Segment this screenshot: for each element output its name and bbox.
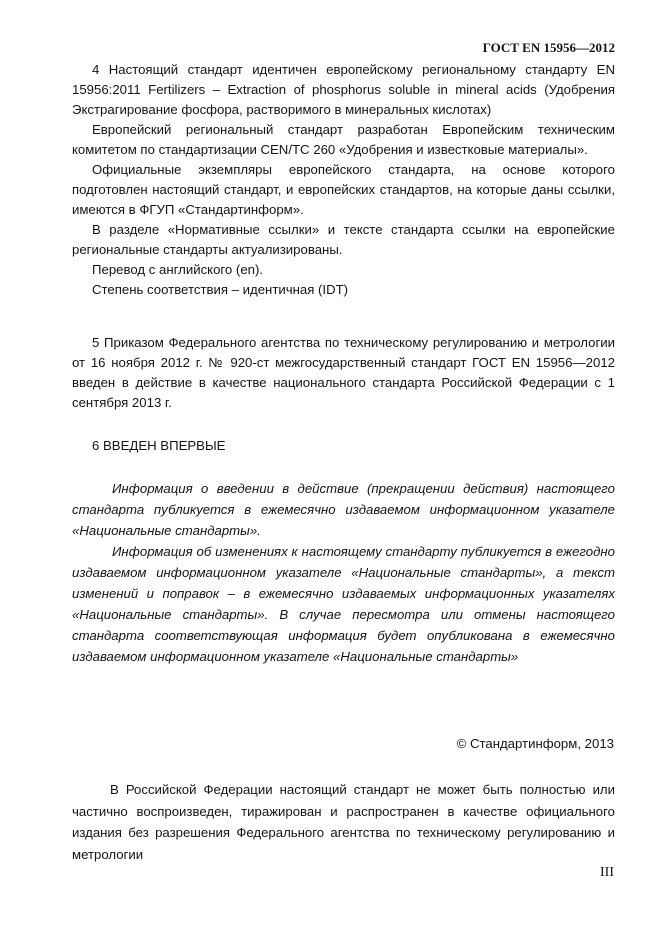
section-4: [72, 60, 615, 300]
section-4-paragraph: 4 Настоящий стандарт идентичен европейскому региональному стандарту EN 15956:2011 Fertilizers – Extraction of phosphorus soluble in mineral acids (Удобрения Экстрагирование фосфора, растворимого в минеральных кислотах): [72, 62, 615, 117]
publication-info: [72, 478, 615, 667]
page-number: III: [600, 865, 614, 880]
section-6-title: 6 ВВЕДЕН ВПЕРВЫЕ: [92, 438, 226, 453]
section-4-paragraph: Официальные экземпляры европейского стандарта, на основе которого подготовлен настоящий стандарт, и европейских стандартов, на которые даны ссылки, имеются в ФГУП «Стандартинформ».: [72, 162, 615, 217]
reproduction-notice: [72, 779, 615, 865]
reproduction-text: В Российской Федерации настоящий стандарт не может быть полностью или частично воспроизведен, тиражирован и распространен в качестве официального издания без разрешения Федерального агентства по техническому регулированию и метрологии: [72, 782, 615, 862]
section-4-paragraph: Степень соответствия – идентичная (IDT): [92, 282, 349, 297]
section-6: [72, 436, 615, 456]
standard-header: ГОСТ EN 15956—2012: [482, 40, 615, 55]
info-paragraph: Информация об изменениях к настоящему стандарту публикуется в ежегодно издаваемом информационном указателе «Национальные стандарты», а текст изменений и поправок – в ежемесячно издаваемых информационных указателях «Национальные стандарты». В случае пересмотра или отмены настоящего стандарта соответствующая информация будет опубликована в ежемесячно издаваемом информационном указателе «Национальные стандарты»: [72, 544, 615, 664]
section-4-paragraph: Европейский региональный стандарт разработан Европейским техническим комитетом по стандартизации CEN/TC 260 «Удобрения и известковые материалы».: [72, 122, 615, 157]
section-4-paragraph: В разделе «Нормативные ссылки» и тексте стандарта ссылки на европейские региональные стандарты актуализированы.: [72, 222, 615, 257]
section-4-paragraph: Перевод с английского (en).: [92, 262, 264, 277]
section-5: [72, 333, 615, 413]
copyright-notice: © Стандартинформ, 2013: [456, 736, 614, 751]
info-paragraph: Информация о введении в действие (прекращении действия) настоящего стандарта публикуется в ежемесячно издаваемом информационном указателе «Национальные стандарты».: [72, 481, 615, 538]
section-5-paragraph: 5 Приказом Федерального агентства по техническому регулированию и метрологии от 16 ноября 2012 г. № 920-ст межгосударственный стандарт ГОСТ EN 15956—2012 введен в действие в качестве национального стандарта Российской Федерации с 1 сентября 2013 г.: [72, 335, 615, 410]
